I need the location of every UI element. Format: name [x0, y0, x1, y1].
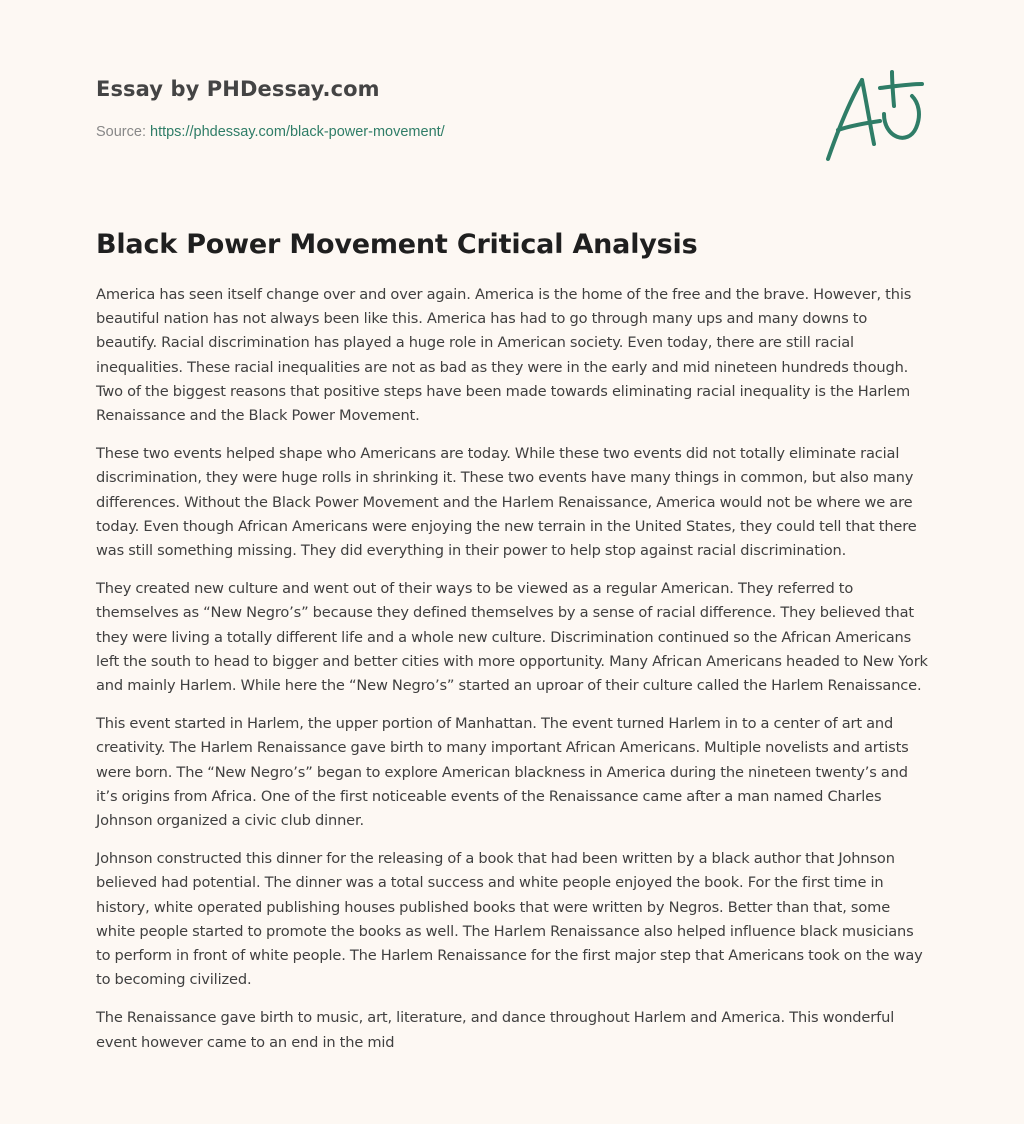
essay-paragraph: America has seen itself change over and over again. America is the home of the free and the brave. However, this beautiful nation has not always been like this. America has had to go through many ups and many downs to beautify. Racial discrimination has played a huge role in American society. Even today, there are still racial inequalities. These racial inequalities are not as bad as they were in the early and mid nineteen hundreds though. Two of the biggest reasons that positive steps have been made towards eliminating racial inequality is the Harlem Renaissance and the Black Power Movement.: [96, 286, 912, 425]
essay-paragraph: The Renaissance gave birth to music, art, literature, and dance throughout Harlem and America. This wonderful event however came to an end in the mid: [96, 1009, 895, 1051]
source-link[interactable]: https://phdessay.com/black-power-movement/: [150, 124, 445, 140]
essay-paragraph: They created new culture and went out of their ways to be viewed as a regular American. They referred to themselves as “New Negro’s” because they defined themselves by a sense of racial difference. They believed that they were living a totally different life and a whole new culture. Discrimination continued so the African Americans left the south to head to bigger and better cities with more opportunity. Many African Americans headed to New York and mainly Harlem. While here the “New Negro’s” started an uproar of their culture called the Harlem Renaissance.: [96, 580, 928, 695]
essay-paragraph: Johnson constructed this dinner for the releasing of a book that had been written by a black author that Johnson believed had potential. The dinner was a total success and white people enjoyed the book. For the first time in history, white operated publishing houses published books that were written by Negros. Better than that, some white people started to promote the books as well. The Harlem Renaissance also helped influence black musicians to perform in front of white people. The Harlem Renaissance for the first major step that Americans took on the way to becoming civilized.: [96, 850, 923, 989]
essay-header: [96, 74, 796, 142]
a-plus-logo-icon: [818, 66, 932, 168]
essay-title: Black Power Movement Critical Analysis: [96, 229, 698, 260]
source-label: Source:: [96, 124, 150, 140]
essay-paragraph: These two events helped shape who Americans are today. While these two events did not totally eliminate racial discrimination, they were huge rolls in shrinking it. These two events have many things in common, but also many differences. Without the Black Power Movement and the Harlem Renaissance, America would not be where we are today. Even though African Americans were enjoying the new terrain in the United States, they could tell that there was still something missing. They did everything in their power to help stop against racial discrimination.: [96, 445, 917, 560]
essay-paragraph: This event started in Harlem, the upper portion of Manhattan. The event turned Harlem in to a center of art and creativity. The Harlem Renaissance gave birth to many important African Americans. Multiple novelists and artists were born. The “New Negro’s” began to explore American blackness in America during the nineteen twenty’s and it’s origins from Africa. One of the first noticeable events of the Renaissance came after a man named Charles Johnson organized a civic club dinner.: [96, 715, 909, 830]
source-line: [96, 122, 796, 142]
essay-body: [96, 283, 930, 1069]
site-brand: Essay by PHDessay.com: [96, 77, 380, 101]
